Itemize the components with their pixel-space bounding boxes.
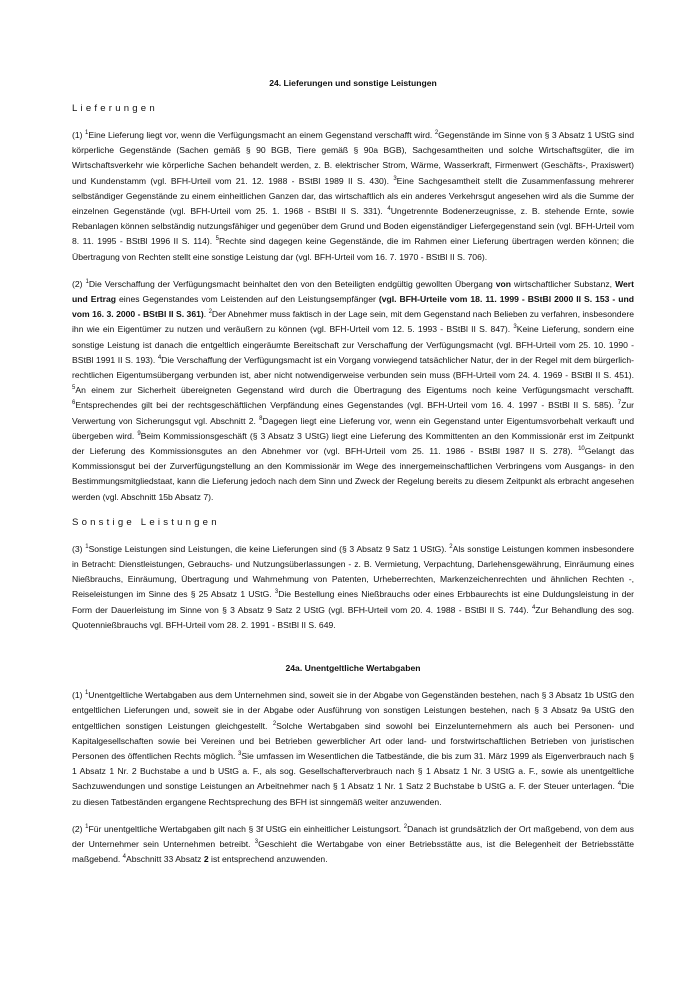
bold-text: von [495, 278, 512, 289]
paragraph-24a-1 [72, 688, 634, 810]
sentence-number: 1 [85, 130, 89, 136]
text-run: Als sonstige Leistungen kommen insbesondere in Betracht: Dienstleistungen, Gebrauchs- und Nutzungsüberlassungen - z. B. Vermietung, Verpachtung, Darlehensgewährung, Einräumung eines Nießbrauchs, Einräumung, Übertragung und Wahrnehmung von Patenten, Urheberrechten, Markenzeichenrechten und ähnlichen Rechten -, Reiseleistungen im Sinne des § 25 Absatz 1 UStG. [72, 543, 635, 600]
text-run: Ungetrennte Bodenerzeugnisse, z. B. stehende Ernte, sowie Rebanlagen können selbständig nutzungsfähiger und gegenüber dem Grund und Boden eigenständiger Liefergegenstand sein (vgl. BFH-Urteil vom 8. 11. 1995 - BStBl 1996 II S. 114). [72, 206, 634, 247]
text-run: ist entsprechend anzuwenden. [208, 854, 328, 865]
sentence-number: 4 [617, 781, 622, 788]
sentence-number: 2 [434, 130, 439, 136]
subheading-lieferungen: Lieferungen [72, 103, 158, 114]
sentence-number: 2 [208, 309, 212, 316]
text-run: Der Abnehmer muss faktisch in der Lage sein, mit dem Gegenstand nach Belieben zu verfahren, insbesondere ihn wie ein Eigentümer zu nutzen und veräußern zu können (vgl. BFH-Urteil vom 12. 5. 1993 - BStBl II S. 847). [72, 309, 634, 335]
text-run: (1) [72, 130, 85, 140]
text-run: Keine Lieferung, sondern eine sonstige Leistung ist danach die entgeltlich eingeräumte Bereitschaft zur Verschaffung der Verfügungsmacht (vgl. BFH-Urteil vom 25. 10. 1990 - BStBl 1991 II S. 193). [72, 324, 634, 365]
text-run: Für unentgeltliche Wertabgaben gilt nach § 3f UStG ein einheitlicher Leistungsort. [88, 823, 404, 834]
text-run: Zur Verwertung von Sicherungsgut vgl. Abschnitt 2. [72, 400, 634, 426]
text-run: (3) [72, 543, 86, 554]
sentence-number: 3 [513, 324, 517, 331]
text-run: Rechte sind dagegen keine Gegenstände, die im Rahmen einer Lieferung übertragen werden können; die Übertragung von Rechten stellt eine sonstige Leistung dar (vgl. BFH-Urteil vom 16. 7. 1970 - BStBl II S. 706). [72, 236, 634, 262]
sentence-number: 1 [85, 278, 89, 285]
sentence-number: 3 [274, 589, 279, 596]
text-run: Die Verschaffung der Verfügungsmacht ist ein Vorgang vorwiegend tatsächlicher Natur, der in der Regel mit dem bürgerlich-rechtlichen Eigentumsübergang verbunden ist, aber nicht notwendigerweise verbunden sein muss (BFH-Urteil vom 24. 4. 1969 - BStBl II S. 451). [72, 354, 634, 381]
bold-text: Wert und Ertrag [72, 278, 635, 305]
sentence-number: 3 [254, 838, 259, 845]
text-run: Abschnitt 33 Absatz [125, 854, 204, 865]
sentence-number: 8 [259, 415, 263, 422]
text-run: Die Verschaffung der Verfügungsmacht beinhaltet den von den Beteiligten endgültig gewollten Übergang [88, 278, 496, 289]
text-run: (1) [72, 690, 85, 701]
text-run: Die zu diesen Tatbeständen ergangene Rechtsprechung des BFH ist sinngemäß weiter anzuwenden. [72, 781, 634, 807]
text-run: Eine Lieferung liegt vor, wenn die Verfügungsmacht an einem Gegenstand verschafft wird. [88, 130, 435, 140]
paragraph-24-3 [72, 542, 634, 633]
text-run: Gelangt das Kommissionsgut bei der Zurverfügungstellung an den Kommissionär im Wege des innergemeinschaftlichen Verbringens vom Ausgangs- in den Bestimmungsmitgliedstaat, kann die Lieferung jedoch nach dem Sinn und Zweck der Regelung bereits zu diesem Zeitpunkt als erbracht angesehen werden (vgl. Abschnitt 15b Absatz 7). [72, 446, 635, 502]
sentence-number: 2 [449, 543, 453, 550]
sentence-number: 4 [387, 206, 391, 213]
text-run: Solche Wertabgaben sind sowohl bei Einzelunternehmern als auch bei Personen- und Kapitalgesellschaften sowie bei Vereinen und bei Betrieben gewerblicher Art oder land- und forstwirtschaftlichen Betrieben von juristischen Personen des öffentlichen Rechts möglich. [72, 720, 634, 761]
sentence-number: 4 [157, 354, 162, 361]
text-run: Die Bestellung eines Nießbrauchs oder eines Erbbaurechts ist eine Duldungsleistung in der Form der Dauerleistung im Sinne von § 3 Absatz 9 Satz 2 UStG (vgl. BFH-Urteil vom 20. 4. 1988 - BStBl II S. 744). [72, 589, 635, 615]
text-run: Zur Behandlung des sog. Quotennießbrauchs vgl. BFH-Urteil vom 28. 2. 1991 - BStBl II S. 649. [72, 604, 635, 630]
text-run: . [203, 309, 209, 320]
sentence-number: 10 [578, 446, 585, 453]
sentence-number: 2 [403, 823, 408, 830]
sentence-number: 4 [531, 604, 536, 611]
sentence-number: 1 [85, 823, 89, 830]
text-run: Gegenstände im Sinne von § 3 Absatz 1 UStG sind körperliche Gegenstände (Sachen gemäß § 90 BGB, Tiere gemäß § 90a BGB), Sachgesamtheiten und solche Wirtschaftsgüter, die im Wirtschaftsverkehr wie körperliche Sachen behandelt werden, z. B. elektrischer Strom, Wärme, Wasserkraft, Firmenwert (Geschäfts-, Praxiswert) und Kundenstamm (vgl. BFH-Urteil vom 21. 12. 1988 - BStBl 1989 II S. 430). [72, 130, 634, 186]
subheading-sonstige-leistungen: Sonstige Leistungen [72, 516, 220, 528]
text-run: Eine Sachgesamtheit stellt die Zusammenfassung mehrerer selbständiger Gegenstände zu einem einheitlichen Ganzen dar, das wirtschaftlich als ein anderes Verkehrsgut angesehen wird als die Summe der einzelnen Gegenstände (vgl. BFH-Urteil vom 25. 1. 1968 - BStBl II S. 331). [72, 175, 634, 217]
text-run: wirtschaftlicher Substanz, [511, 278, 616, 289]
paragraph-24a-2 [72, 822, 634, 868]
section-24a-title: 24a. Unentgeltliche Wertabgaben [285, 663, 421, 674]
sentence-number: 1 [85, 543, 89, 550]
document-page [72, 78, 634, 879]
text-run: Sonstige Leistungen sind Leistungen, die keine Lieferungen sind (§ 3 Absatz 9 Satz 1 UStG). [88, 543, 450, 554]
sentence-number: 2 [272, 720, 277, 727]
text-run: Dagegen liegt eine Lieferung vor, wenn ein Gegenstand unter Eigentumsvorbehalt verkauft und übergeben wird. [72, 415, 634, 441]
sentence-number: 5 [72, 385, 76, 392]
text-run: eines Gegenstandes vom Leistenden auf den Leistungsempfänger [116, 294, 379, 305]
sentence-number: 4 [122, 854, 126, 861]
text-run: (2) [72, 278, 86, 289]
text-run: Unentgeltliche Wertabgaben aus dem Unternehmen sind, soweit sie in der Abgabe von Gegenständen bestehen, nach § 3 Absatz 1b UStG den entgeltlichen Lieferungen und, soweit sie in der Abgabe oder Ausführung von sonstigen Leistungen bestehen, nach § 3 Absatz 9a UStG den entgeltlichen sonstigen Leistungen gleichgestellt. [72, 690, 635, 731]
text-run: Entsprechendes gilt bei der rechtsgeschäftlichen Verpfändung eines Gegenstandes (vgl. BFH-Urteil vom 16. 4. 1997 - BStBl II S. 585). [75, 400, 618, 411]
text-run: Danach ist grundsätzlich der Ort maßgebend, von dem aus der Unternehmer sein Unternehmen betreibt. [72, 823, 634, 849]
text-run: An einem zur Sicherheit übereigneten Gegenstand wird durch die Übertragung des Eigentums noch keine Verfügungsmacht verschafft. [75, 385, 634, 396]
sentence-number: 6 [72, 400, 76, 407]
sentence-number: 7 [617, 400, 622, 407]
text-run: Geschieht die Wertabgabe von einer Betriebsstätte aus, ist die Belegenheit der Betriebsstätte maßgebend. [72, 838, 634, 865]
sentence-number: 3 [393, 175, 397, 182]
sentence-number: 5 [215, 236, 219, 243]
text-run: Beim Kommissionsgeschäft (§ 3 Absatz 3 UStG) liegt eine Lieferung des Kommittenten an den Kommissionär erst im Zeitpunkt der Lieferung des Kommissionsgutes an den Abnehmer vor (vgl. BFH-Urteil vom 25. 11. 1986 - BStBl 1987 II S. 278). [72, 430, 634, 457]
sentence-number: 3 [238, 750, 242, 757]
text-run: Sie umfassen im Wesentlichen die Tatbestände, die bis zum 31. März 1999 als Eigenverbrauch nach § 1 Absatz 1 Nr. 2 Buchstabe a und b UStG a. F., als sog. Gesellschafterverbrauch nach § 1 Absatz 1 Nr. 3 UStG a. F., sowie als unentgeltliche Sachzuwendungen und sonstige Leistungen an Arbeitnehmer nach § 1 Absatz 1 Nr. 1 Satz 2 Buchstabe b UStG a. F. der Steuer unterlagen. [72, 750, 634, 792]
sentence-number: 1 [84, 690, 89, 697]
section-24-title: 24. Lieferungen und sonstige Leistungen [269, 78, 437, 88]
paragraph-24-2 [72, 277, 634, 505]
bold-text: (vgl. BFH-Urteile vom 18. 11. 1999 - BStBl 2000 II S. 153 - und vom 16. 3. 2000 - BStBl II S. 361) [72, 294, 634, 320]
paragraph-24-1 [72, 128, 634, 265]
bold-text: 2 [203, 854, 209, 865]
text-run: (2) [72, 823, 86, 834]
sentence-number: 9 [137, 430, 141, 437]
